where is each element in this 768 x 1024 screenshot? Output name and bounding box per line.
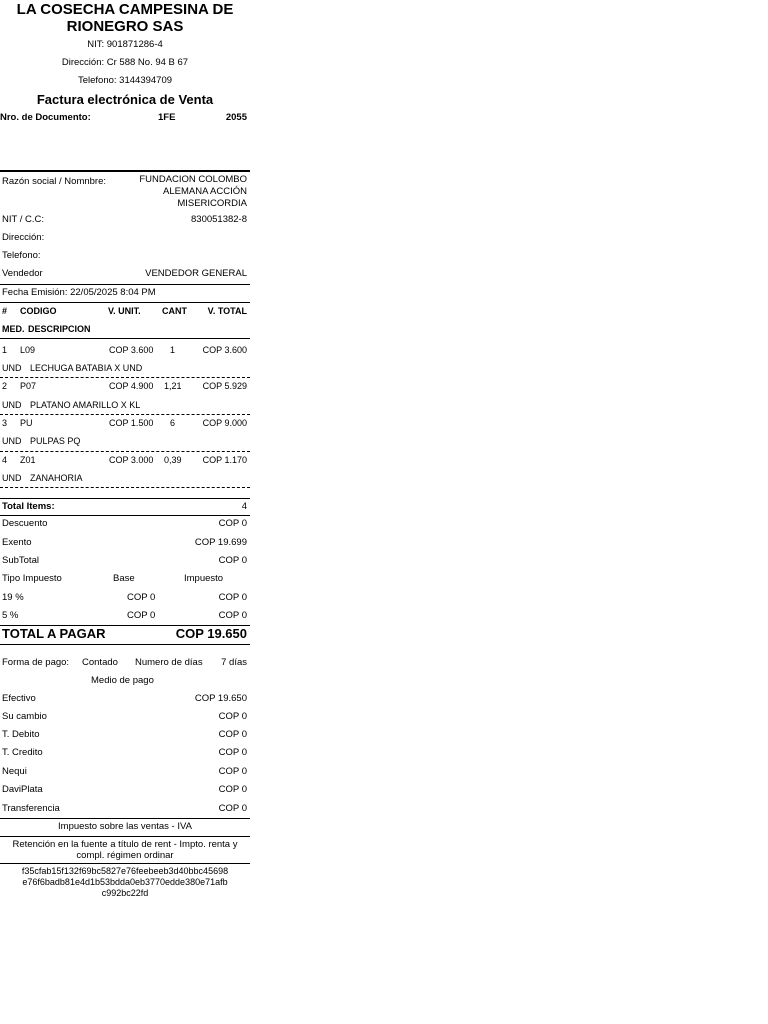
payment-days-value: 7 días: [221, 657, 247, 668]
total-items-label: Total Items:: [2, 501, 55, 512]
tax-base: COP 0: [127, 592, 156, 603]
item-qty: 6: [170, 418, 176, 428]
company-name-line2: RIONEGRO SAS: [66, 18, 184, 35]
customer-name-line3: MISERICORDIA: [177, 198, 247, 209]
item-qty: 0,39: [164, 455, 182, 465]
item-description: PULPAS PQ: [30, 436, 81, 446]
retention-line2: compl. régimen ordinar: [76, 850, 174, 861]
seller-label: Vendedor: [2, 268, 43, 279]
payment-method-value: COP 0: [218, 784, 247, 795]
item-description: ZANAHORIA: [30, 473, 83, 483]
document-prefix: 1FE: [158, 112, 176, 123]
tax-amount: COP 0: [218, 592, 247, 603]
tax-label: Impuesto: [184, 573, 224, 584]
col-code: CODIGO: [20, 306, 57, 316]
discount-value: COP 0: [218, 518, 247, 529]
customer-name-line1: FUNDACION COLOMBO: [139, 174, 247, 185]
col-qty: CANT: [162, 306, 187, 316]
customer-address-label: Dirección:: [2, 232, 45, 243]
payment-form-value: Contado: [82, 657, 118, 668]
payment-method-name: T. Debito: [2, 729, 40, 740]
divider: [0, 302, 250, 303]
tax-rate: 5 %: [2, 610, 19, 621]
company-address: Dirección: Cr 588 No. 94 B 67: [61, 57, 189, 68]
item-total: COP 5.929: [202, 381, 247, 391]
grand-total-value: COP 19.650: [175, 626, 247, 641]
payment-method-row: [0, 694, 250, 707]
payment-method-value: COP 0: [218, 729, 247, 740]
payment-method-row: [0, 767, 250, 780]
item-unit: UND: [2, 363, 22, 373]
company-name-line1: LA COSECHA CAMPESINA DE: [16, 1, 234, 18]
payment-method-value: COP 0: [218, 803, 247, 814]
item-num: 2: [2, 381, 8, 391]
payment-method-row: [0, 748, 250, 761]
item-code: L09: [20, 345, 36, 355]
divider: [0, 498, 250, 499]
divider: [0, 863, 250, 864]
cufe-line3: c992bc22fd: [101, 888, 149, 898]
cufe-line2: e76f6badb81e4d1b53bdda0eb3770edde380e71afb: [22, 877, 228, 887]
item-description: PLATANO AMARILLO X KL: [30, 400, 141, 410]
payment-method-row: [0, 730, 250, 743]
document-title: Factura electrónica de Venta: [36, 92, 214, 107]
tax-header-row: [0, 574, 250, 587]
item-unit-price: COP 3.000: [109, 455, 154, 465]
divider: [0, 377, 250, 378]
divider: [0, 818, 250, 819]
customer-nit-value: 830051382-8: [191, 214, 247, 225]
document-number: 2055: [225, 112, 247, 123]
col-unit-price: V. UNIT.: [108, 306, 141, 316]
customer-phone-label: Telefono:: [2, 250, 41, 261]
divider: [0, 451, 250, 452]
exempt-value: COP 19.699: [194, 537, 247, 548]
base-label: Base: [113, 573, 135, 584]
payment-method-value: COP 19.650: [194, 693, 247, 704]
col-unit: MED.: [2, 324, 25, 334]
subtotal-row: [0, 556, 250, 569]
discount-label: Descuento: [2, 518, 48, 529]
item-unit-price: COP 1.500: [109, 418, 154, 428]
item-total: COP 9.000: [202, 418, 247, 428]
divider: [0, 515, 250, 516]
company-phone: Telefono: 3144394709: [77, 75, 173, 86]
item-qty: 1: [170, 345, 176, 355]
customer-name-line2: ALEMANA ACCIÓN: [163, 186, 247, 197]
grand-total-label: TOTAL A PAGAR: [2, 626, 106, 641]
tax-row: [0, 611, 250, 624]
col-total: V. TOTAL: [207, 306, 247, 316]
item-description: LECHUGA BATABIA X UND: [30, 363, 143, 373]
payment-method-value: COP 0: [218, 711, 247, 722]
payment-method-row: [0, 804, 250, 817]
divider: [0, 284, 250, 285]
item-num: 3: [2, 418, 8, 428]
tax-row: [0, 593, 250, 606]
item-unit-price: COP 4.900: [109, 381, 154, 391]
total-items-value: 4: [241, 501, 247, 512]
tax-type-label: Tipo Impuesto: [2, 573, 62, 584]
item-unit: UND: [2, 436, 22, 446]
subtotal-value: COP 0: [218, 555, 247, 566]
payment-method-row: [0, 712, 250, 725]
customer-phone-row: [0, 251, 250, 264]
payment-method-name: Efectivo: [2, 693, 36, 704]
issue-date-row: [0, 288, 250, 301]
payment-method-value: COP 0: [218, 766, 247, 777]
item-code: Z01: [20, 455, 36, 465]
tax-amount: COP 0: [218, 610, 247, 621]
divider: [0, 414, 250, 415]
total-items-row: [0, 502, 250, 515]
item-total: COP 1.170: [202, 455, 247, 465]
payment-form-label: Forma de pago:: [2, 657, 70, 668]
issue-date: Fecha Emisión: 22/05/2025 8:04 PM: [2, 287, 156, 298]
item-num: 1: [2, 345, 8, 355]
payment-days-label: Numero de días: [135, 657, 203, 668]
payment-method-row: [0, 785, 250, 798]
payment-method-name: Nequi: [2, 766, 27, 777]
seller-value: VENDEDOR GENERAL: [145, 268, 247, 279]
item-num: 4: [2, 455, 8, 465]
payment-method-value: COP 0: [218, 747, 247, 758]
customer-nit-label: NIT / C.C:: [2, 214, 45, 225]
customer-name-label: Razón social / Nomnbre:: [2, 176, 107, 187]
payment-method-name: Transferencia: [2, 803, 60, 814]
retention-line1: Retención en la fuente a título de rent - Impto. renta y: [12, 839, 238, 850]
payment-method-name: T. Credito: [2, 747, 43, 758]
tax-base: COP 0: [127, 610, 156, 621]
customer-nit-row: [0, 215, 250, 228]
seller-row: [0, 269, 250, 282]
item-total: COP 3.600: [202, 345, 247, 355]
document-number-label: Nro. de Documento:: [0, 112, 91, 123]
divider: [0, 836, 250, 837]
discount-row: [0, 519, 250, 532]
col-num: #: [2, 306, 8, 316]
customer-address-row: [0, 233, 250, 246]
divider: [0, 487, 250, 488]
payment-method-name: Su cambio: [2, 711, 47, 722]
col-description: DESCRIPCION: [28, 324, 91, 334]
item-code: P07: [20, 381, 37, 391]
divider: [0, 644, 250, 645]
divider: [0, 170, 250, 172]
item-qty: 1,21: [164, 381, 182, 391]
item-unit: UND: [2, 473, 22, 483]
item-unit: UND: [2, 400, 22, 410]
exempt-row: [0, 538, 250, 551]
cufe-line1: f35cfab15f132f69bc5827e76feebeeb3d40bbc45698: [21, 866, 229, 876]
tax-note: Impuesto sobre las ventas - IVA: [58, 821, 192, 832]
exempt-label: Exento: [2, 537, 32, 548]
subtotal-label: SubTotal: [2, 555, 39, 566]
payment-method-name: DaviPlata: [2, 784, 43, 795]
divider: [0, 338, 250, 339]
item-code: PU: [20, 418, 33, 428]
item-unit-price: COP 3.600: [109, 345, 154, 355]
tax-rate: 19 %: [2, 592, 24, 603]
company-nit: NIT: 901871286-4: [87, 39, 163, 50]
payment-method-title: Medio de pago: [91, 675, 154, 686]
